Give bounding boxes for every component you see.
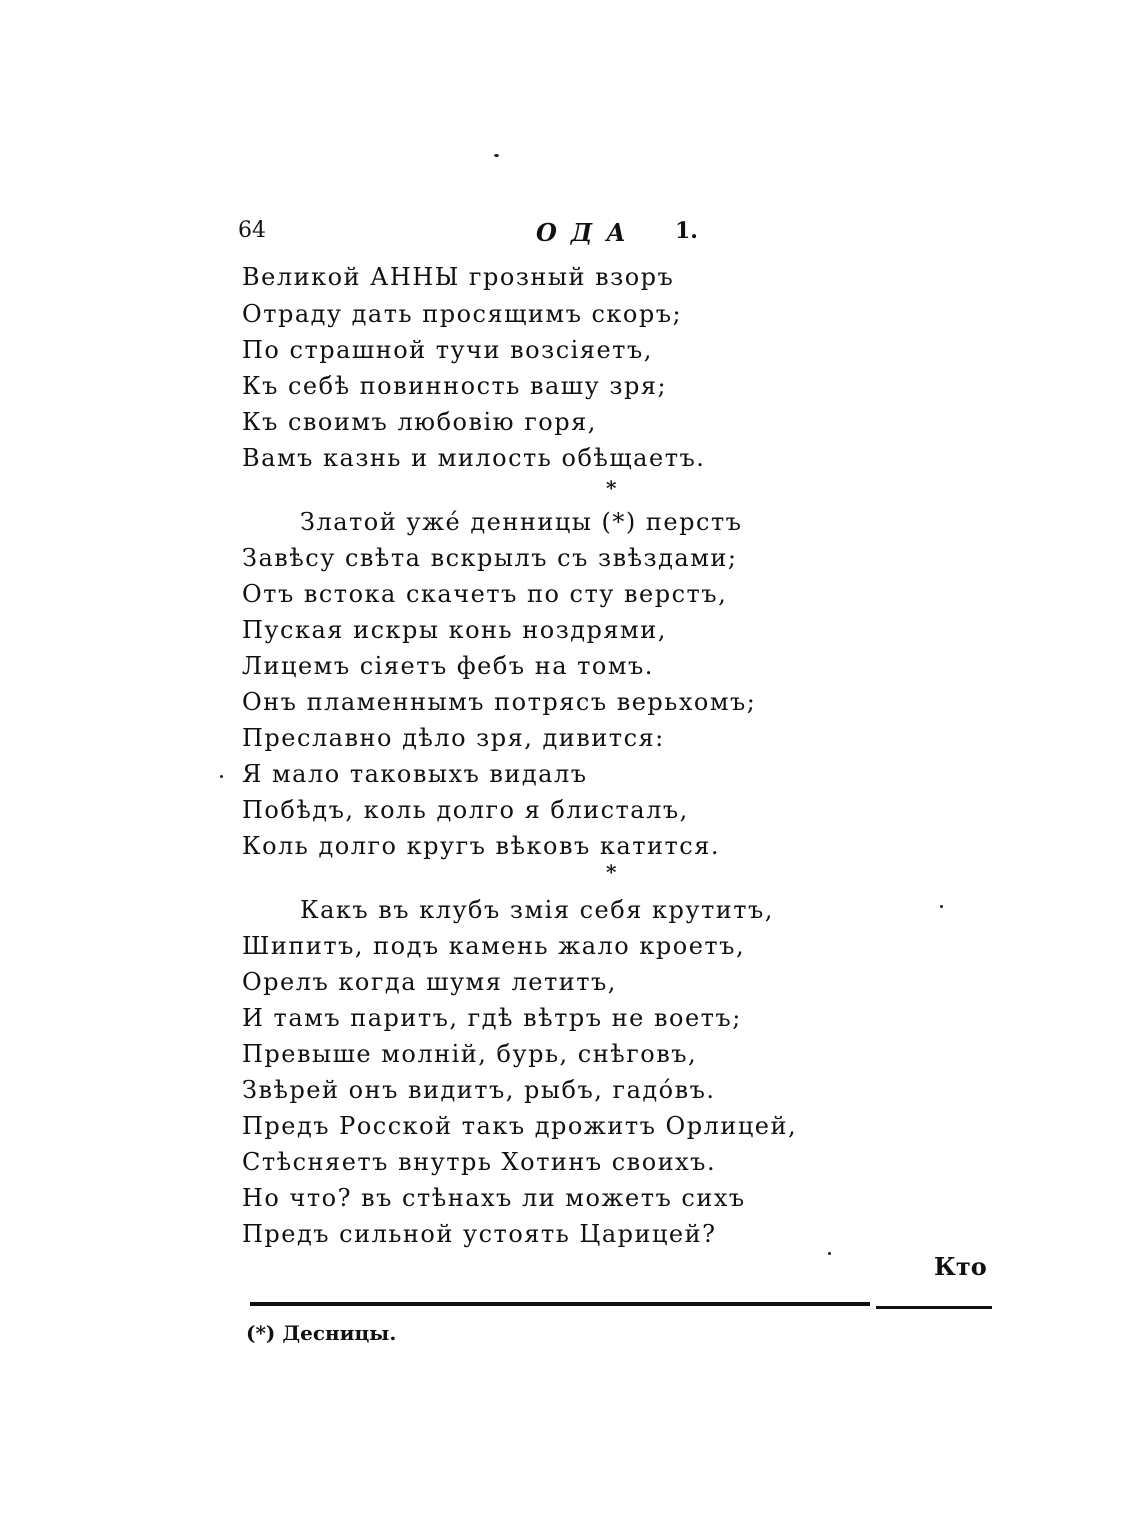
footnote-rule-extension bbox=[876, 1306, 992, 1309]
stanza-separator: * bbox=[606, 860, 617, 884]
verse-line: Вамъ казнь и милость обѣщаетъ. bbox=[242, 444, 706, 472]
verse-line: Онъ пламеннымъ потрясъ верьхомъ; bbox=[242, 688, 757, 716]
verse-line: По страшной тучи возсіяетъ, bbox=[242, 336, 653, 364]
verse-line: Звѣрей онъ видитъ, рыбъ, гадóвъ. bbox=[242, 1076, 716, 1104]
verse-line: Предъ Росской такъ дрожитъ Орлицей, bbox=[242, 1112, 798, 1140]
verse-line: Отъ встока скачетъ по сту верстъ, bbox=[242, 580, 728, 608]
footnote-rule bbox=[250, 1302, 870, 1306]
verse-line: Лицемъ сіяетъ фебъ на томъ. bbox=[242, 652, 654, 680]
scan-speck bbox=[940, 905, 943, 908]
verse-line: Но что? въ стѣнахъ ли можетъ сихъ bbox=[242, 1184, 746, 1212]
scan-speck bbox=[220, 775, 223, 778]
verse-line: Коль долго кругъ вѣковъ катится. bbox=[242, 832, 720, 860]
catchword: Кто bbox=[934, 1252, 987, 1281]
footnote: (*) Десницы. bbox=[246, 1321, 397, 1345]
verse-line: Орелъ когда шумя летитъ, bbox=[242, 968, 617, 996]
verse-line: Отраду дать просящимъ скоръ; bbox=[242, 300, 683, 328]
verse-line: Къ себѣ повинность вашу зря; bbox=[242, 372, 668, 400]
page-number: 64 bbox=[238, 218, 266, 243]
verse-line: И тамъ паритъ, гдѣ вѣтръ не воетъ; bbox=[242, 1004, 742, 1032]
verse-line: Шипитъ, подъ камень жало кроетъ, bbox=[242, 932, 746, 960]
page-header bbox=[238, 218, 708, 248]
verse-line: Преславно дѣло зря, дивится: bbox=[242, 724, 665, 752]
scan-speck bbox=[828, 1252, 831, 1255]
running-title: ОДА bbox=[536, 218, 640, 247]
verse-line: Превыше молній, бурь, снѣговъ, bbox=[242, 1040, 698, 1068]
verse-line: Пуская искры конь ноздрями, bbox=[242, 616, 667, 644]
verse-line: Къ своимъ любовію горя, bbox=[242, 408, 597, 436]
verse-line: Какъ въ клубъ змія себя крутитъ, bbox=[300, 896, 774, 924]
verse-line: Златой ужé денницы (*) перстъ bbox=[300, 508, 743, 536]
stanza-separator: * bbox=[606, 476, 617, 500]
scan-speck bbox=[494, 154, 499, 157]
verse-line: Побѣдъ, коль долго я блисталъ, bbox=[242, 796, 689, 824]
running-title-number: 1. bbox=[675, 218, 698, 244]
verse-line: Предъ сильной устоять Царицей? bbox=[242, 1220, 717, 1248]
verse-line: Стѣсняетъ внутрь Хотинъ своихъ. bbox=[242, 1148, 717, 1176]
verse-line: Я мало таковыхъ видалъ bbox=[242, 760, 588, 788]
verse-line: Завѣсу свѣта вскрылъ съ звѣздами; bbox=[242, 544, 738, 572]
verse-line: Великой АННЫ грозный взоръ bbox=[242, 263, 675, 291]
